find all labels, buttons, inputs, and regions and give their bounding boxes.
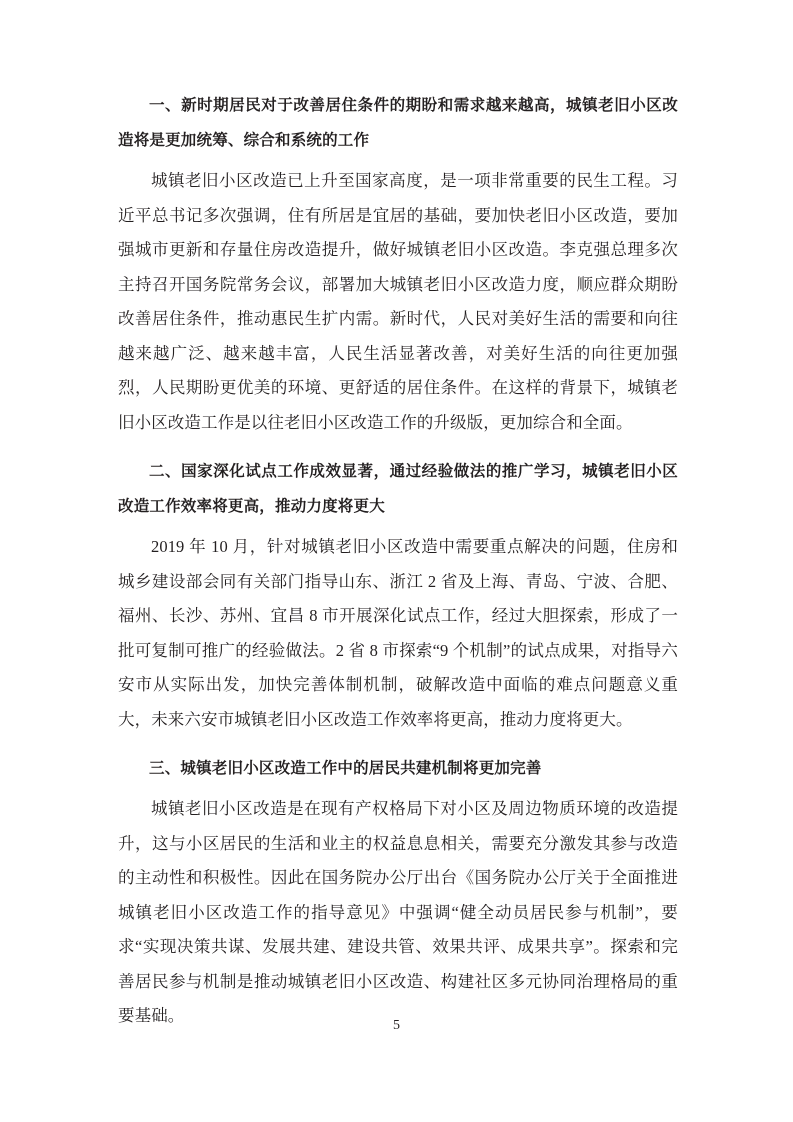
section-three-heading: 三、城镇老旧小区改造工作中的居民共建机制将更加完善 [149, 759, 542, 777]
page-number: 5 [393, 1018, 400, 1033]
document-body [118, 88, 678, 1042]
section-two-paragraph: 2019 年 10 月，针对城镇老旧小区改造中需要重点解决的问题，住房和城乡建设部会同有关部门指导山东、浙江 2 省及上海、青岛、宁波、合肥、福州、长沙、苏州、宜昌 8 市开展深化试点工作，经过大胆探索，形成了一批可复制可推广的经验做法。2 省 8 市探索“9 个机制”的试点成果，对指导六安市从实际出发，加快完善体制机制，破解改造中面临的难点问题意义重大，未来六安市城镇老旧小区改造工作效率将更高，推动力度将更大。 [118, 537, 678, 729]
section-one-paragraph: 城镇老旧小区改造已上升至国家高度，是一项非常重要的民生工程。习近平总书记多次强调，住有所居是宜居的基础，要加快老旧小区改造，要加强城市更新和存量住房改造提升，做好城镇老旧小区改造。李克强总理多次主持召开国务院常务会议，部署加大城镇老旧小区改造力度，顺应群众期盼改善居住条件，推动惠民生扩内需。新时代，人民对美好生活的需要和向往越来越广泛、越来越丰富，人民生活显著改善，对美好生活的向往更加强烈，人民期盼更优美的环境、更舒适的居住条件。在这样的背景下，城镇老旧小区改造工作是以往老旧小区改造工作的升级版，更加综合和全面。 [118, 171, 678, 432]
section-two-heading: 二、国家深化试点工作成效显著，通过经验做法的推广学习，城镇老旧小区改造工作效率将更高，推动力度将更大 [118, 462, 678, 515]
section-one-heading: 一、新时期居民对于改善居住条件的期盼和需求越来越高，城镇老旧小区改造将是更加统筹、综合和系统的工作 [118, 96, 678, 149]
section-three-paragraph: 城镇老旧小区改造是在现有产权格局下对小区及周边物质环境的改造提升，这与小区居民的生活和业主的权益息息相关，需要充分激发其参与改造的主动性和积极性。因此在国务院办公厅出台《国务院办公厅关于全面推进城镇老旧小区改造工作的指导意见》中强调“健全动员居民参与机制”，要求“实现决策共谋、发展共建、建设共管、效果共评、成果共享”。探索和完善居民参与机制是推动城镇老旧小区改造、构建社区多元协同治理格局的重要基础。 [118, 799, 678, 1025]
section-two [118, 454, 678, 737]
section-one [118, 88, 678, 440]
section-three [118, 751, 678, 1034]
